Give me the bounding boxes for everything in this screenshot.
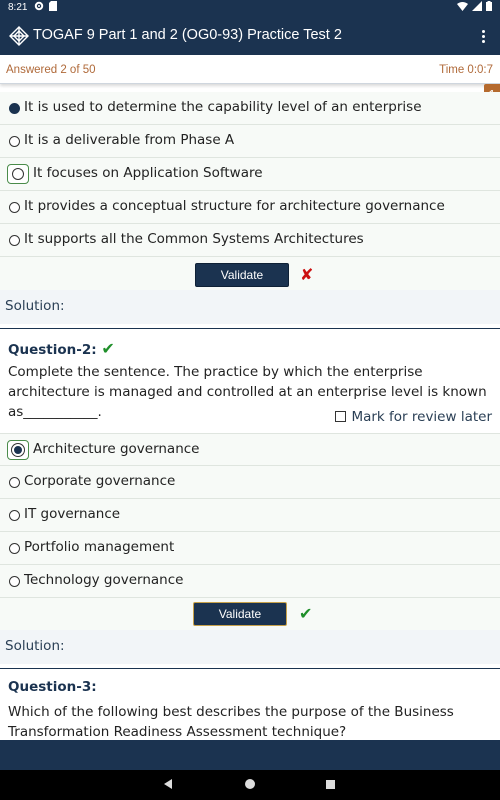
option-label: It focuses on Application Software <box>33 165 263 181</box>
radio-button-highlighted[interactable] <box>7 164 29 184</box>
option-label: Portfolio management <box>24 539 175 555</box>
q1-option-5[interactable] <box>0 224 500 257</box>
question-2-title: Question-2: <box>8 342 97 358</box>
radio-button[interactable] <box>9 576 20 587</box>
option-label: Architecture governance <box>33 441 200 457</box>
q1-option-1[interactable] <box>0 92 500 125</box>
option-label: It supports all the Common Systems Architectures <box>24 231 364 247</box>
signal-icon <box>472 1 482 11</box>
option-label: Technology governance <box>24 572 184 588</box>
radio-button[interactable] <box>9 543 20 554</box>
option-label: It provides a conceptual structure for architecture governance <box>24 198 445 214</box>
answered-count: Answered 2 of 50 <box>6 64 96 76</box>
q2-option-1[interactable] <box>0 433 500 466</box>
app-title: TOGAF 9 Part 1 and 2 (OG0-93) Practice Test 2 <box>33 27 342 43</box>
overflow-menu-icon[interactable] <box>478 25 488 47</box>
q1-option-3[interactable] <box>0 158 500 191</box>
system-nav-bar <box>0 770 500 800</box>
question-3-text: Which of the following best describes the purpose of the Business Transformation Readiness Assessment technique? <box>8 704 454 740</box>
back-icon[interactable] <box>164 779 172 789</box>
status-bar <box>0 0 500 17</box>
solution-label: Solution: <box>5 638 65 654</box>
radio-button-highlighted[interactable] <box>7 440 29 460</box>
q2-option-3[interactable] <box>0 499 500 532</box>
radio-button[interactable] <box>9 477 20 488</box>
settings-icon <box>34 1 44 11</box>
radio-button[interactable] <box>9 103 20 114</box>
status-time: 8:21 <box>8 2 28 13</box>
correct-icon: ✔ <box>299 604 313 623</box>
question-2-card <box>0 328 500 433</box>
q2-option-5[interactable] <box>0 565 500 598</box>
review-label: Mark for review later <box>351 409 492 425</box>
radio-button[interactable] <box>9 136 20 147</box>
sd-card-icon <box>49 1 57 11</box>
review-checkbox[interactable] <box>335 411 346 422</box>
progress-header <box>0 58 500 84</box>
app-logo-icon <box>9 26 29 46</box>
q1-option-2[interactable] <box>0 125 500 158</box>
timer: Time 0:0:7 <box>439 64 493 76</box>
q2-option-2[interactable] <box>0 466 500 499</box>
mark-for-review[interactable] <box>335 409 492 425</box>
radio-button[interactable] <box>9 510 20 521</box>
option-label: It is used to determine the capability level of an enterprise <box>24 99 422 115</box>
home-icon[interactable] <box>245 779 255 789</box>
battery-icon <box>486 1 492 11</box>
option-label: IT governance <box>24 506 121 522</box>
solution-label: Solution: <box>5 298 65 314</box>
q1-solution <box>0 290 500 324</box>
question-2-text: Complete the sentence. The practice by which the enterprise architecture is managed and controlled at an enterprise level is known as___________. <box>8 364 487 420</box>
radio-button[interactable] <box>9 202 20 213</box>
app-bar <box>0 17 500 55</box>
validate-button[interactable]: Validate <box>193 602 287 626</box>
radio-button[interactable] <box>9 235 20 246</box>
q2-option-4[interactable] <box>0 532 500 565</box>
option-label: Corporate governance <box>24 473 176 489</box>
wifi-icon <box>457 1 468 11</box>
q2-solution <box>0 630 500 664</box>
option-label: It is a deliverable from Phase A <box>24 132 235 148</box>
correct-icon: ✔ <box>101 339 115 358</box>
validate-button[interactable]: Validate <box>195 263 289 287</box>
incorrect-icon: ✘ <box>300 265 314 284</box>
question-3-card <box>0 668 500 740</box>
question-title <box>8 339 115 358</box>
bottom-bar <box>0 740 500 770</box>
question-3-title: Question-3: <box>8 679 97 695</box>
q1-option-4[interactable] <box>0 191 500 224</box>
recent-apps-icon[interactable] <box>326 780 335 789</box>
